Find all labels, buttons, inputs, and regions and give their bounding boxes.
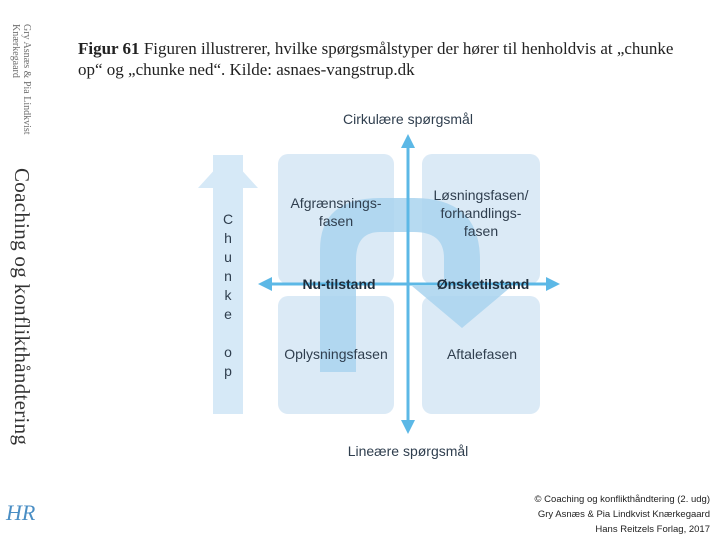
quadrant-top-right-line-3: fasen — [463, 223, 499, 239]
quadrant-bottom-left-label: Oplysningsfasen — [284, 346, 388, 362]
sidebar-authors: Gry Asnæs & Pia Lindkvist Knærkegaard — [10, 24, 32, 135]
quadrant-top-left-label — [282, 194, 390, 230]
chunke-op-letter: C — [222, 211, 234, 227]
copyright-notice — [535, 492, 710, 537]
chunke-op-arrowhead — [198, 155, 258, 188]
chunke-op-letter: h — [224, 230, 232, 246]
quadrant-top-right-label — [424, 186, 538, 240]
publisher-logo: HR — [6, 500, 36, 525]
chunke-op-gap — [218, 324, 238, 343]
right-axis-label: Ønsketilstand — [436, 276, 530, 292]
top-axis-label: Cirkulære spørgsmål — [343, 111, 473, 127]
quadrant-top-right-line-1: Løsningsfasen/ — [433, 187, 529, 203]
figure-label: Figur 61 — [78, 39, 140, 58]
figure-caption-text: Figuren illustrerer, hvilke spørgsmålstyper der hører til henholdvis at „chunke op“ og „chunke ned“. Kilde: asnaes-vangstrup.dk — [78, 39, 674, 79]
figure-caption — [78, 38, 678, 80]
left-axis-label: Nu-tilstand — [302, 276, 376, 292]
bottom-axis-label: Lineære spørgsmål — [347, 443, 469, 459]
copyright-line-2: Gry Asnæs & Pia Lindkvist Knærkegaard — [537, 509, 710, 520]
chunke-op-letter: p — [224, 363, 232, 379]
horizontal-axis-left-arrowhead — [258, 277, 272, 291]
chunke-op-vertical-text — [218, 210, 238, 381]
chunke-op-letter: u — [224, 249, 232, 265]
copyright-line-3: Hans Reitzels Forlag, 2017 — [595, 524, 710, 535]
horizontal-axis-right-arrowhead — [546, 277, 560, 291]
quadrant-top-right-line-2: forhandlings- — [440, 205, 522, 221]
chunke-op-letter: e — [224, 306, 232, 322]
chunking-diagram — [190, 100, 590, 470]
vertical-axis-top-arrowhead — [401, 134, 415, 148]
sidebar-book-title: Coaching og konflikthåndtering — [10, 168, 34, 446]
vertical-axis-bottom-arrowhead — [401, 420, 415, 434]
chunke-op-letter: n — [224, 268, 232, 284]
quadrant-top-left-line-2: fasen — [318, 213, 354, 229]
quadrant-top-left-line-1: Afgrænsnings- — [290, 195, 382, 211]
quadrant-bottom-right-label: Aftalefasen — [446, 346, 518, 362]
chunke-op-letter: k — [224, 287, 232, 303]
copyright-line-1: © Coaching og konflikthåndtering (2. udg) — [534, 494, 710, 505]
chunke-op-letter: o — [224, 344, 232, 360]
